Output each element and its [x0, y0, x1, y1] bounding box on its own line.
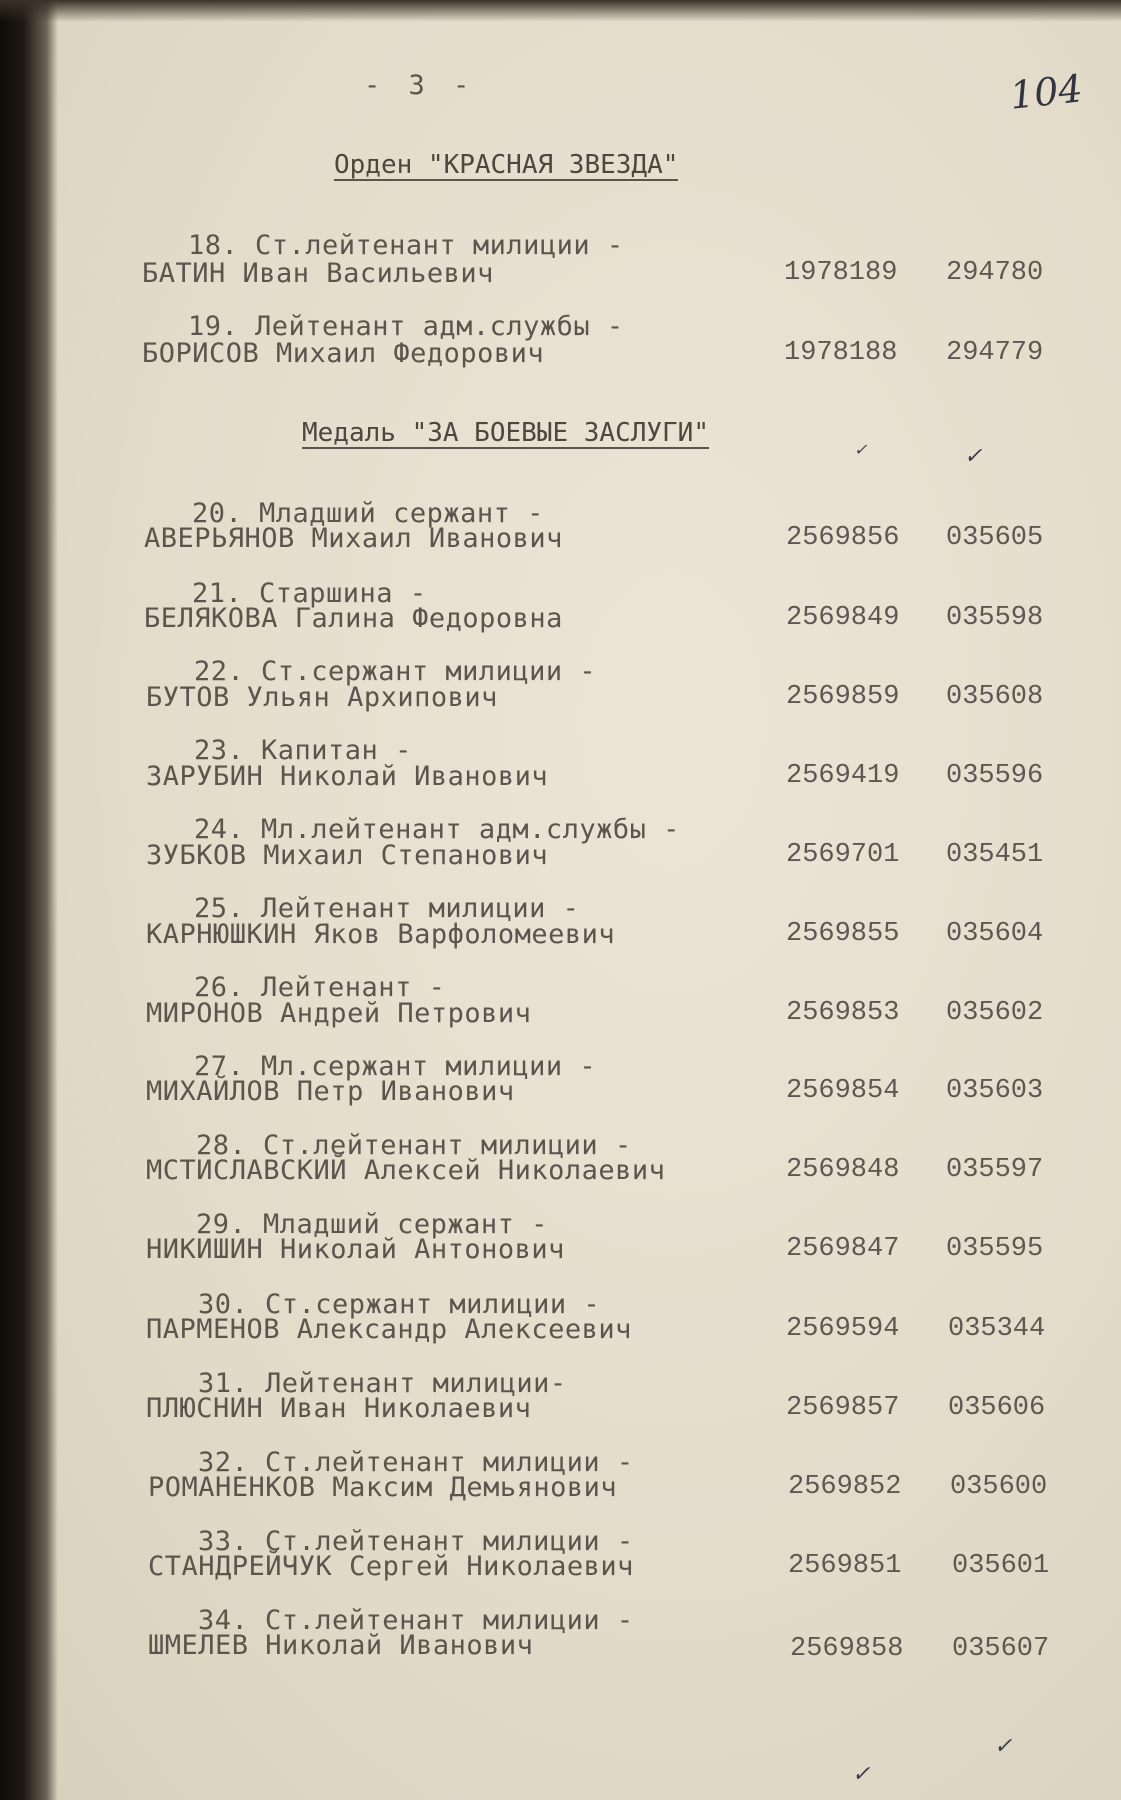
section-title-medal-combat-merit: Медаль "ЗА БОЕВЫЕ ЗАСЛУГИ"	[302, 418, 709, 448]
entry-number1: 2569854	[786, 1076, 900, 1106]
entry-line1: 24. Мл.лейтенант адм.службы -	[194, 814, 680, 845]
entry-line1: 18. Ст.лейтенант милиции -	[188, 230, 624, 261]
entry-number2: 035604	[946, 919, 1044, 949]
entry-name: СТАНДРЕЙЧУК Сергей Николаевич	[148, 1551, 634, 1582]
tick-mark: ✓	[852, 1762, 871, 1787]
entry-name: АВЕРЬЯНОВ Михаил Иванович	[144, 523, 563, 554]
entry-number2: 035601	[952, 1551, 1050, 1581]
entry-line1: 23. Капитан -	[194, 735, 412, 766]
entry-name: МИХАЙЛОВ Петр Иванович	[146, 1076, 515, 1107]
entry-number2: 035344	[948, 1314, 1046, 1344]
entry-name: НИКИШИН Николай Антонович	[146, 1234, 565, 1265]
tick-mark: ✓	[964, 444, 983, 469]
entry-number1: 1978189	[784, 258, 898, 288]
entry-number1: 2569419	[786, 761, 900, 791]
entry-name: ПЛЮСНИН Иван Николаевич	[146, 1393, 532, 1424]
entry-number2: 294779	[946, 338, 1044, 368]
entry-line1: 34. Ст.лейтенант милиции -	[198, 1605, 634, 1636]
entry-name: БЕЛЯКОВА Галина Федоровна	[144, 603, 563, 634]
tick-mark: ✓	[994, 1734, 1013, 1759]
entry-number2: 035603	[946, 1076, 1044, 1106]
entry-number1: 2569853	[786, 998, 900, 1028]
entry-name: ЗАРУБИН Николай Иванович	[146, 761, 549, 792]
tick-mark: ✓	[854, 440, 868, 459]
page-number: - 3 -	[364, 70, 476, 101]
entry-number2: 035597	[946, 1155, 1044, 1185]
entry-line1: 32. Ст.лейтенант милиции -	[198, 1447, 634, 1478]
section-title-order-red-star: Орден "КРАСНАЯ ЗВЕЗДА"	[334, 150, 679, 180]
entry-number2: 035451	[946, 840, 1044, 870]
entry-line1: 21. Старшина -	[192, 578, 427, 609]
entry-number2: 035595	[946, 1234, 1044, 1264]
entry-line1: 28. Ст.лейтенант милиции -	[196, 1130, 632, 1161]
entry-line1: 22. Ст.сержант милиции -	[194, 656, 597, 687]
entry-line1: 20. Младший сержант -	[192, 498, 544, 529]
entry-number1: 2569851	[788, 1551, 902, 1581]
entry-line1: 19. Лейтенант адм.службы -	[188, 311, 624, 342]
entry-number1: 2569858	[790, 1634, 904, 1664]
entry-name: МСТИСЛАВСКИЙ Алексей Николаевич	[146, 1155, 666, 1186]
entry-number2: 035596	[946, 761, 1044, 791]
entry-name: КАРНЮШКИН Яков Варфоломеевич	[146, 919, 616, 950]
entry-line1: 27. Мл.сержант милиции -	[194, 1051, 597, 1082]
page-top-edge	[0, 0, 1121, 22]
entry-line1: 33. Ст.лейтенант милиции -	[198, 1526, 634, 1557]
entry-number1: 2569856	[786, 523, 900, 553]
entry-line1: 26. Лейтенант -	[194, 972, 446, 1003]
entry-name: ЗУБКОВ Михаил Степанович	[146, 840, 549, 871]
entry-number2: 035607	[952, 1634, 1050, 1664]
entry-line1: 25. Лейтенант милиции -	[194, 893, 580, 924]
entry-name: МИРОНОВ Андрей Петрович	[146, 998, 532, 1029]
entry-name: БОРИСОВ Михаил Федорович	[142, 338, 545, 369]
entry-name: БУТОВ Ульян Архипович	[146, 682, 498, 713]
entry-number1: 2569701	[786, 840, 900, 870]
entry-name: РОМАНЕНКОВ Максим Демьянович	[148, 1472, 618, 1503]
entry-number2: 035608	[946, 682, 1044, 712]
binding-shadow	[0, 0, 58, 1800]
entry-line1: 30. Ст.сержант милиции -	[198, 1289, 601, 1320]
entry-number1: 1978188	[784, 338, 898, 368]
entry-line1: 29. Младший сержант -	[196, 1209, 548, 1240]
entry-number2: 035598	[946, 603, 1044, 633]
entry-number1: 2569855	[786, 919, 900, 949]
entry-number2: 035605	[946, 523, 1044, 553]
entry-number2: 035602	[946, 998, 1044, 1028]
entry-name: ШМЕЛЕВ Николай Иванович	[148, 1630, 534, 1661]
entry-number2: 035606	[948, 1393, 1046, 1423]
entry-number2: 294780	[946, 258, 1044, 288]
entry-number1: 2569594	[786, 1314, 900, 1344]
entry-number1: 2569849	[786, 603, 900, 633]
entry-number1: 2569859	[786, 682, 900, 712]
entry-line1: 31. Лейтенант милиции-	[198, 1368, 567, 1399]
entry-number1: 2569852	[788, 1472, 902, 1502]
entry-number1: 2569857	[786, 1393, 900, 1423]
entry-number1: 2569847	[786, 1234, 900, 1264]
entry-number2: 035600	[950, 1472, 1048, 1502]
entry-name: БАТИН Иван Васильевич	[142, 258, 494, 289]
handwritten-folio-number: 104	[1007, 66, 1085, 118]
entry-name: ПАРМЕНОВ Александр Алексеевич	[146, 1314, 632, 1345]
entry-number1: 2569848	[786, 1155, 900, 1185]
